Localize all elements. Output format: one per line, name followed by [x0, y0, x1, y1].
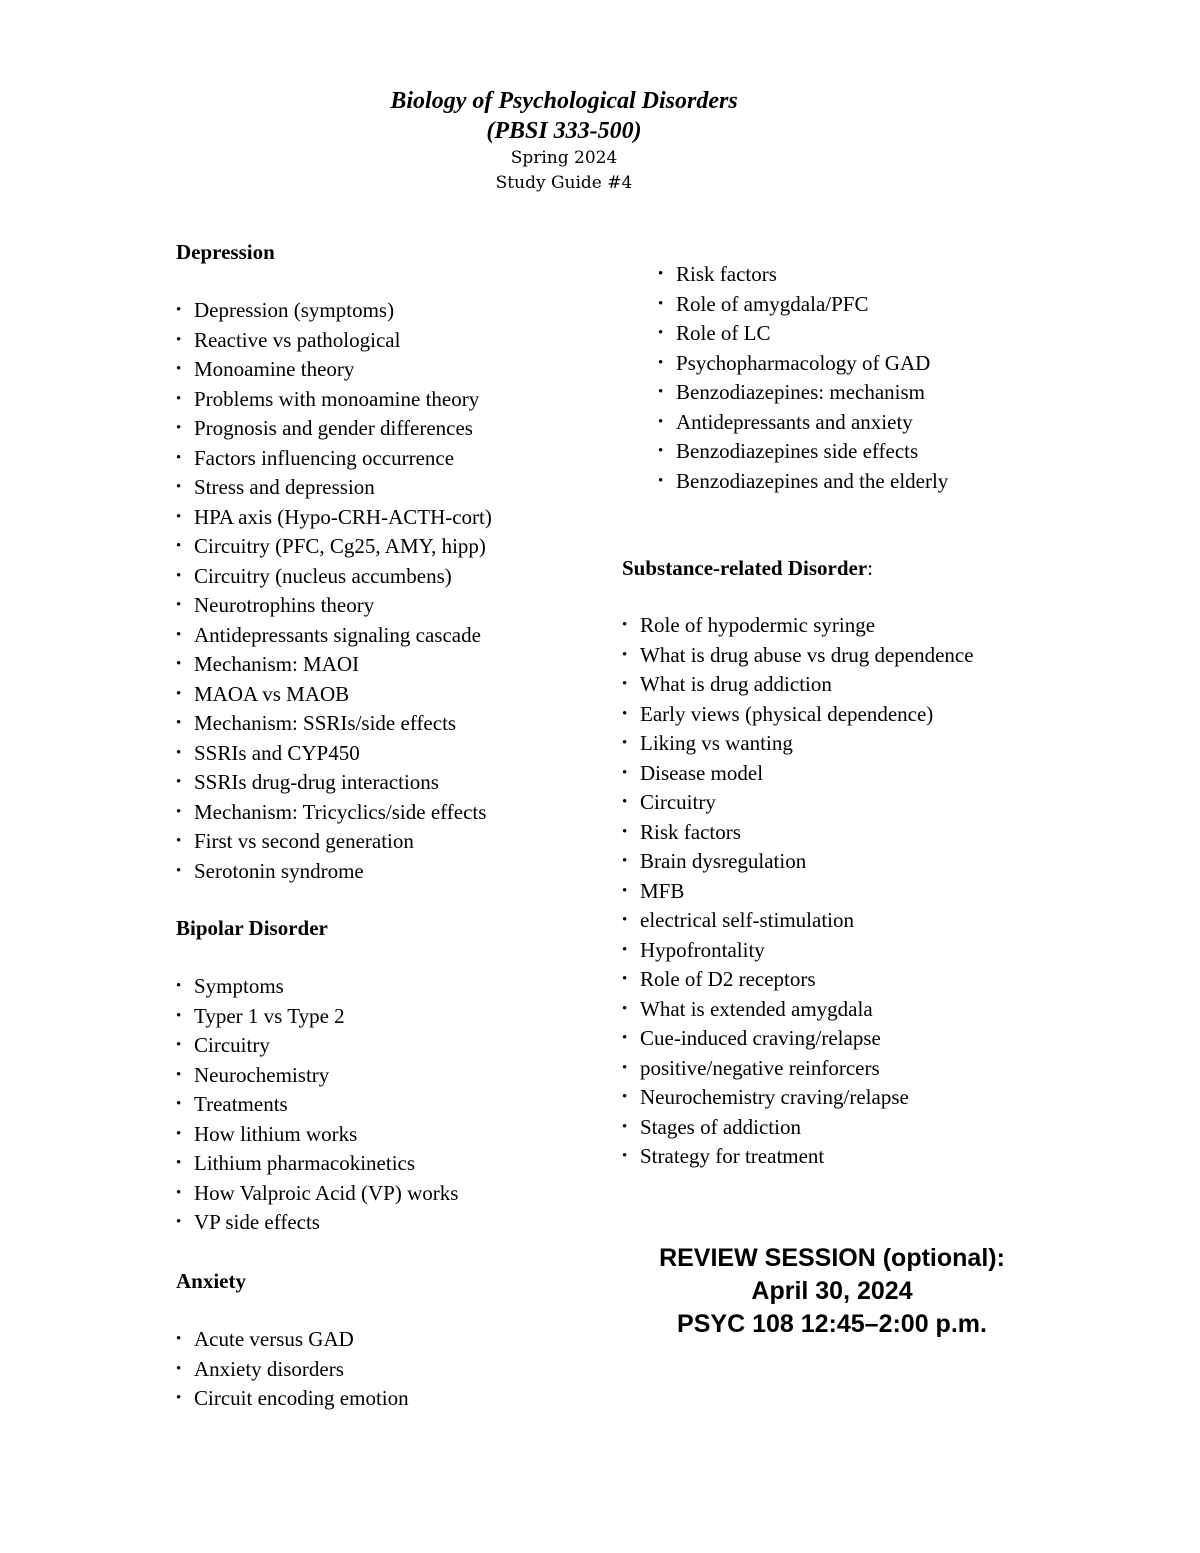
list-item: • Liking vs wanting	[622, 729, 974, 759]
list-item: • Treatments	[176, 1090, 458, 1120]
term-label: Spring 2024	[510, 148, 618, 168]
list-item: • What is drug addiction	[622, 670, 974, 700]
list-item: • Factors influencing occurrence	[176, 444, 492, 474]
anxiety-topic-list-continued	[658, 260, 948, 496]
list-item: • What is drug abuse vs drug dependence	[622, 641, 974, 671]
list-item: • Strategy for treatment	[622, 1142, 974, 1172]
list-item: • First vs second generation	[176, 827, 492, 857]
list-item: • Benzodiazepines: mechanism	[658, 378, 948, 408]
list-item: • Acute versus GAD	[176, 1325, 409, 1355]
list-item: • Prognosis and gender differences	[176, 414, 492, 444]
list-item: • Benzodiazepines side effects	[658, 437, 948, 467]
document-header	[0, 86, 1128, 196]
list-item: • Circuitry (PFC, Cg25, AMY, hipp)	[176, 532, 492, 562]
list-item: • MFB	[622, 877, 974, 907]
depression-topic-list	[176, 296, 492, 886]
section-heading-substance-text: Substance-related Disorder	[622, 556, 868, 580]
list-item: • Hypofrontality	[622, 936, 974, 966]
list-item: • Circuitry	[622, 788, 974, 818]
list-item: • Risk factors	[658, 260, 948, 290]
list-item: • VP side effects	[176, 1208, 458, 1238]
list-item: • Depression (symptoms)	[176, 296, 492, 326]
list-item: • Neurotrophins theory	[176, 591, 492, 621]
list-item: • Cue-induced craving/relapse	[622, 1024, 974, 1054]
list-item: • Circuitry	[176, 1031, 458, 1061]
list-item: • Antidepressants signaling cascade	[176, 621, 492, 651]
list-item: • MAOA vs MAOB	[176, 680, 492, 710]
list-item: • Monoamine theory	[176, 355, 492, 385]
list-item: • Mechanism: SSRIs/side effects	[176, 709, 492, 739]
list-item: • Circuit encoding emotion	[176, 1384, 409, 1414]
list-item: • Disease model	[622, 759, 974, 789]
list-item: • Mechanism: Tricyclics/side effects	[176, 798, 492, 828]
study-guide-number: Study Guide #4	[495, 173, 633, 193]
list-item: • Anxiety disorders	[176, 1355, 409, 1385]
list-item: • Circuitry (nucleus accumbens)	[176, 562, 492, 592]
list-item: • Benzodiazepines and the elderly	[658, 467, 948, 497]
list-item: • Serotonin syndrome	[176, 857, 492, 887]
bipolar-topic-list	[176, 972, 458, 1238]
list-item: • Role of D2 receptors	[622, 965, 974, 995]
list-item: • Psychopharmacology of GAD	[658, 349, 948, 379]
list-item: • Mechanism: MAOI	[176, 650, 492, 680]
substance-topic-list	[622, 611, 974, 1172]
list-item: • electrical self-stimulation	[622, 906, 974, 936]
section-heading-bipolar: Bipolar Disorder	[176, 916, 328, 940]
list-item: • Risk factors	[622, 818, 974, 848]
review-session-notice	[622, 1242, 1042, 1341]
list-item: • SSRIs and CYP450	[176, 739, 492, 769]
document-title: Biology of Psychological Disorders	[390, 88, 738, 114]
course-code: (PBSI 333-500)	[486, 118, 642, 144]
list-item: • What is extended amygdala	[622, 995, 974, 1025]
list-item: • How lithium works	[176, 1120, 458, 1150]
list-item: • HPA axis (Hypo-CRH-ACTH-cort)	[176, 503, 492, 533]
review-session-date: April 30, 2024	[751, 1277, 913, 1305]
review-session-location-time: PSYC 108 12:45–2:00 p.m.	[677, 1310, 987, 1338]
anxiety-topic-list	[176, 1325, 409, 1414]
list-item: • Symptoms	[176, 972, 458, 1002]
section-heading-substance	[622, 556, 873, 580]
list-item: • Problems with monoamine theory	[176, 385, 492, 415]
list-item: • Early views (physical dependence)	[622, 700, 974, 730]
list-item: • SSRIs drug-drug interactions	[176, 768, 492, 798]
list-item: • Stages of addiction	[622, 1113, 974, 1143]
section-heading-substance-colon: :	[867, 556, 874, 580]
section-heading-anxiety: Anxiety	[176, 1269, 246, 1293]
list-item: • Stress and depression	[176, 473, 492, 503]
list-item: • Typer 1 vs Type 2	[176, 1002, 458, 1032]
list-item: • Role of LC	[658, 319, 948, 349]
list-item: • Antidepressants and anxiety	[658, 408, 948, 438]
list-item: • Neurochemistry craving/relapse	[622, 1083, 974, 1113]
list-item: • Neurochemistry	[176, 1061, 458, 1091]
section-heading-depression: Depression	[176, 240, 275, 264]
list-item: • Lithium pharmacokinetics	[176, 1149, 458, 1179]
list-item: • How Valproic Acid (VP) works	[176, 1179, 458, 1209]
review-session-title: REVIEW SESSION (optional):	[659, 1244, 1005, 1272]
list-item: • Brain dysregulation	[622, 847, 974, 877]
list-item: • Role of hypodermic syringe	[622, 611, 974, 641]
list-item: • positive/negative reinforcers	[622, 1054, 974, 1084]
list-item: • Role of amygdala/PFC	[658, 290, 948, 320]
list-item: • Reactive vs pathological	[176, 326, 492, 356]
